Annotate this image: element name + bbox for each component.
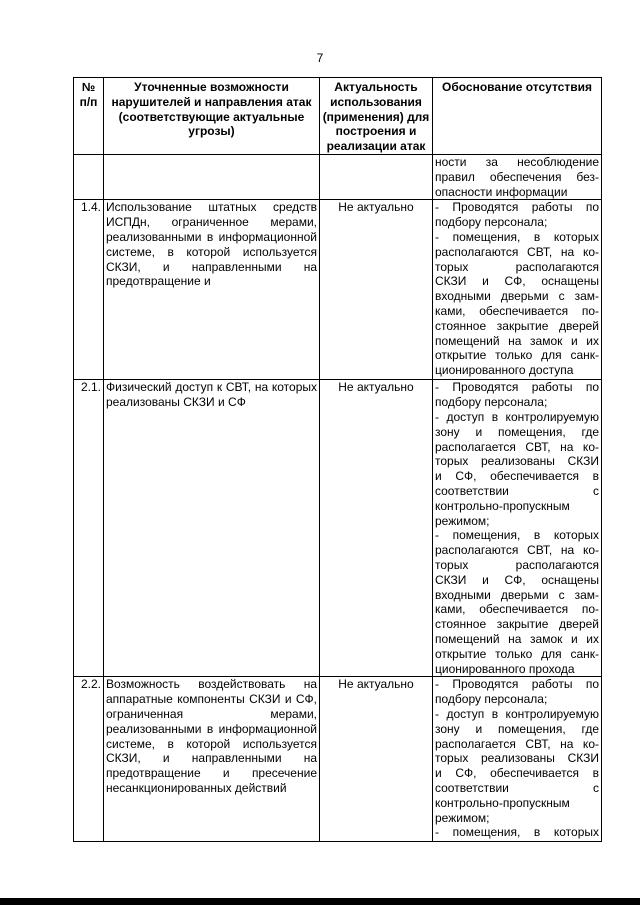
justification-line: правил обеспечения без- (435, 169, 599, 184)
justification-line: подбору персонала; (435, 215, 548, 230)
justification-line: ционированного доступа (435, 363, 574, 378)
cell-justification (433, 154, 602, 199)
justification-line: и СФ, обеспечивается в (435, 469, 599, 484)
header-relevance: Актуальность использования (применения) для построения и реализации атак (320, 78, 433, 155)
justification-line: помещений на замок и их (435, 333, 599, 348)
cell-capability: Физический доступ к СВТ, на которых реализованы СКЗИ и СФ (104, 380, 320, 677)
table-row (74, 380, 602, 677)
justification-line: располагается СВТ, на ко- (435, 736, 599, 751)
cell-capability: Использование штатных средств ИСПДн, ограниченное мерами, реализованными в информационной системе, в которой используется СКЗИ, и направленными на предотвращение и (104, 200, 320, 380)
cell-num: 1.4. (74, 200, 104, 380)
justification-line: торых реализованы СКЗИ (435, 751, 599, 766)
justification-line: - Проводятся работы по (435, 200, 599, 215)
justification-line: располагается СВТ, на ко- (435, 439, 599, 454)
justification-line: - Проводятся работы по (435, 677, 599, 692)
justification-line: ционированного прохода (435, 661, 575, 676)
header-num: № п/п (74, 78, 104, 155)
justification-line: стоянное закрытие дверей (435, 318, 599, 333)
justification-line: соответствии с (435, 780, 599, 795)
justification-line: подбору персонала; (435, 395, 548, 410)
justification-line: ности за несоблюдение (435, 154, 599, 169)
justification-line: ками, обеспечивается по- (435, 602, 599, 617)
cell-justification (433, 200, 602, 380)
justification-line: - доступ в контролируемую (435, 706, 599, 721)
justification-line: открытие только для санк- (435, 646, 599, 661)
page-number: 7 (316, 51, 324, 65)
cell-capability (104, 154, 320, 199)
scan-bottom-edge (0, 898, 640, 905)
cell-capability: Возможность воздействовать на аппаратные компоненты СКЗИ и СФ, ограниченная мерами, реализованными в информационной системе, в которой используется СКЗИ, и направленными на предотвращение и пресечение несанкционированных действий (104, 677, 320, 842)
cell-relevance: Не актуально (320, 380, 433, 677)
cell-relevance (320, 154, 433, 199)
justification-line: торых располагаются (435, 259, 599, 274)
justification-line: торых реализованы СКЗИ (435, 454, 599, 469)
cell-relevance: Не актуально (320, 677, 433, 842)
cell-justification (433, 677, 602, 842)
justification-line: и СФ, обеспечивается в (435, 766, 599, 781)
justification-line: зону и помещения, где (435, 424, 599, 439)
cell-num (74, 154, 104, 199)
table-row (74, 677, 602, 842)
justification-line: - Проводятся работы по (435, 380, 599, 395)
justification-line: - помещения, в которых (435, 229, 599, 244)
justification-line: контрольно-пропускным (435, 498, 570, 513)
justification-line: - помещения, в которых (435, 528, 599, 543)
justification-line: стоянное закрытие дверей (435, 617, 599, 632)
justification-line: СКЗИ и СФ, оснащены (435, 572, 599, 587)
justification-line: режимом; (435, 513, 490, 528)
justification-line: контрольно-пропускным (435, 795, 570, 810)
justification-line: - помещения, в которых (435, 825, 599, 840)
justification-line: режимом; (435, 810, 490, 825)
justification-line: подбору персонала; (435, 692, 548, 707)
justification-line: - доступ в контролируемую (435, 409, 599, 424)
table-row-continuation (74, 154, 602, 199)
justification-line: входными дверьми с зам- (435, 587, 599, 602)
justification-line: зону и помещения, где (435, 721, 599, 736)
justification-line: опасности информации (435, 184, 568, 199)
justification-line: ками, обеспечивается по- (435, 303, 599, 318)
justification-line: располагаются СВТ, на ко- (435, 543, 599, 558)
justification-line: открытие только для санк- (435, 348, 599, 363)
cell-num: 2.2. (74, 677, 104, 842)
justification-line: СКЗИ и СФ, оснащены (435, 274, 599, 289)
justification-line: торых располагаются (435, 557, 599, 572)
header-justification: Обоснование отсутствия (433, 78, 602, 155)
table-header-row (74, 78, 602, 155)
cell-justification (433, 380, 602, 677)
justification-line: помещений на замок и их (435, 631, 599, 646)
threats-table (73, 77, 602, 842)
justification-line: входными дверьми с зам- (435, 289, 599, 304)
cell-relevance: Не актуально (320, 200, 433, 380)
justification-line: располагаются СВТ, на ко- (435, 244, 599, 259)
header-capabilities: Уточненные возможности нарушителей и направления атак (соответствующие актуальные угрозы) (104, 78, 320, 155)
justification-line: соответствии с (435, 483, 599, 498)
cell-num: 2.1. (74, 380, 104, 677)
table-row (74, 200, 602, 380)
